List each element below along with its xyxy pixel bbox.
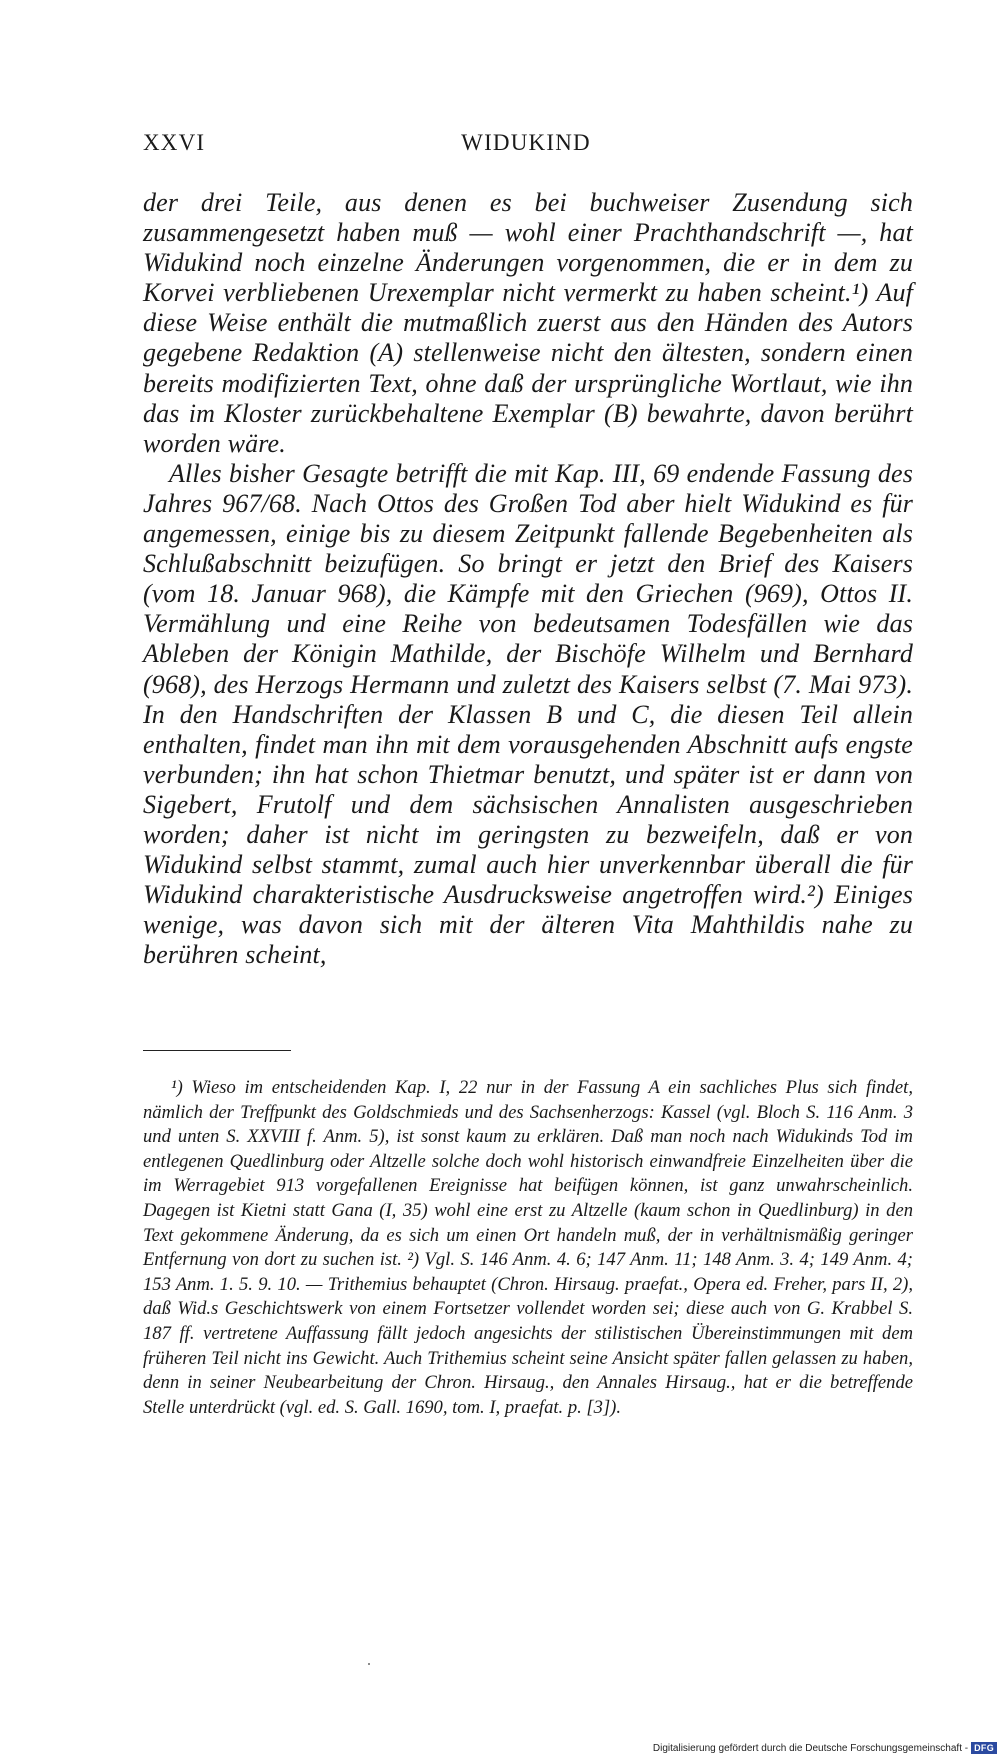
body-paragraph-1: der drei Teile, aus denen es bei buchweiser Zusendung sich zusammengesetzt haben muß — wohl einer Prachthandschrift —, hat Widukind noch einzelne Änderungen vorgenommen, die er in dem zu Korvei verbliebenen Urexemplar nicht vermerkt zu haben scheint.¹) Auf diese Weise enthält die mutmaßlich zuerst aus den Händen des Autors gegebene Redaktion (A) stellenweise nicht den ältesten, sondern einen bereits modifizierten Text, ohne daß der ursprüngliche Wortlaut, wie ihn das im Kloster zurückbehaltene Exemplar (B) bewahrte, davon berührt worden wäre. <box>143 188 913 458</box>
footnote-separator <box>143 1050 291 1051</box>
credit-text: Digitalisierung gefördert durch die Deutsche Forschungsgemeinschaft - <box>652 1742 969 1754</box>
running-head: WIDUKIND <box>461 130 591 155</box>
digitization-credit <box>653 1742 997 1754</box>
main-text <box>143 188 913 970</box>
page-header <box>143 130 909 164</box>
page-speck <box>368 1663 370 1665</box>
footnotes <box>143 1076 913 1420</box>
footnote-block: ¹) Wieso im entscheidenden Kap. I, 22 nur in der Fassung A ein sachliches Plus sich findet, nämlich der Treffpunkt des Goldschmieds und des Sachsenherzogs: Kassel (vgl. Bloch S. 116 Anm. 3 und unten S. XXVIII f. Anm. 5), ist sonst kaum zu erklären. Daß man noch nach Widukinds Tod im entlegenen Quedlinburg oder Altzelle solche doch wohl historisch einwandfreie Einzelheiten über die im Werragebiet 913 vorgefallenen Ereignisse hat beifügen können, ist ganz unwahrscheinlich. Dagegen ist Kietni statt Gana (I, 35) wohl eine erst zu Altzelle (kaum schon in Quedlinburg) in den Text gekommene Änderung, da es sich um einen Ort handeln muß, der in verhältnismäßig geringer Entfernung von dort zu suchen ist. ²) Vgl. S. 146 Anm. 4. 6; 147 Anm. 11; 148 Anm. 3. 4; 149 Anm. 4; 153 Anm. 1. 5. 9. 10. — Trithemius behauptet (Chron. Hirsaug. praefat., Opera ed. Freher, pars II, 2), daß Wid.s Geschichtswerk von einem Fortsetzer vollendet worden sei; diese auch von G. Krabbel S. 187 ff. vertretene Auffassung fällt jedoch angesichts der stilistischen Übereinstimmungen mit dem früheren Teil nicht ins Gewicht. Auch Trithemius scheint seine Ansicht später fallen gelassen zu haben, denn in seiner Neubearbeitung der Chron. Hirsaug., den Annales Hirsaug., hat er die betreffende Stelle unterdrückt (vgl. ed. S. Gall. 1690, tom. I, praefat. p. [3]). <box>143 1077 913 1418</box>
dfg-logo: DFG <box>971 1742 997 1754</box>
page-number: XXVI <box>143 130 206 155</box>
body-paragraph-2: Alles bisher Gesagte betrifft die mit Kap. III, 69 endende Fassung des Jahres 967/68. Nach Ottos des Großen Tod aber hielt Widukind es für angemessen, einige bis zu diesem Zeitpunkt fallende Begebenheiten als Schlußabschnitt beizufügen. So bringt er jetzt den Brief des Kaisers (vom 18. Januar 968), die Kämpfe mit den Griechen (969), Ottos II. Vermählung und eine Reihe von bedeutsamen Todesfällen wie das Ableben der Königin Mathilde, der Bischöfe Wilhelm und Bernhard (968), des Herzogs Hermann und zuletzt des Kaisers selbst (7. Mai 973). In den Handschriften der Klassen B und C, die diesen Teil allein enthalten, findet man ihn mit dem vorausgehenden Abschnitt aufs engste verbunden; ihn hat schon Thietmar benutzt, und später ist er dann von Sigebert, Frutolf und dem sächsischen Annalisten ausgeschrieben worden; daher ist nicht im geringsten zu bezweifeln, daß er von Widukind selbst stammt, zumal auch hier unverkennbar überall die für Widukind charakteristische Ausdrucksweise angetroffen wird.²) Einiges wenige, was davon sich mit der älteren Vita Mahthildis nahe zu berühren scheint, <box>143 458 913 970</box>
